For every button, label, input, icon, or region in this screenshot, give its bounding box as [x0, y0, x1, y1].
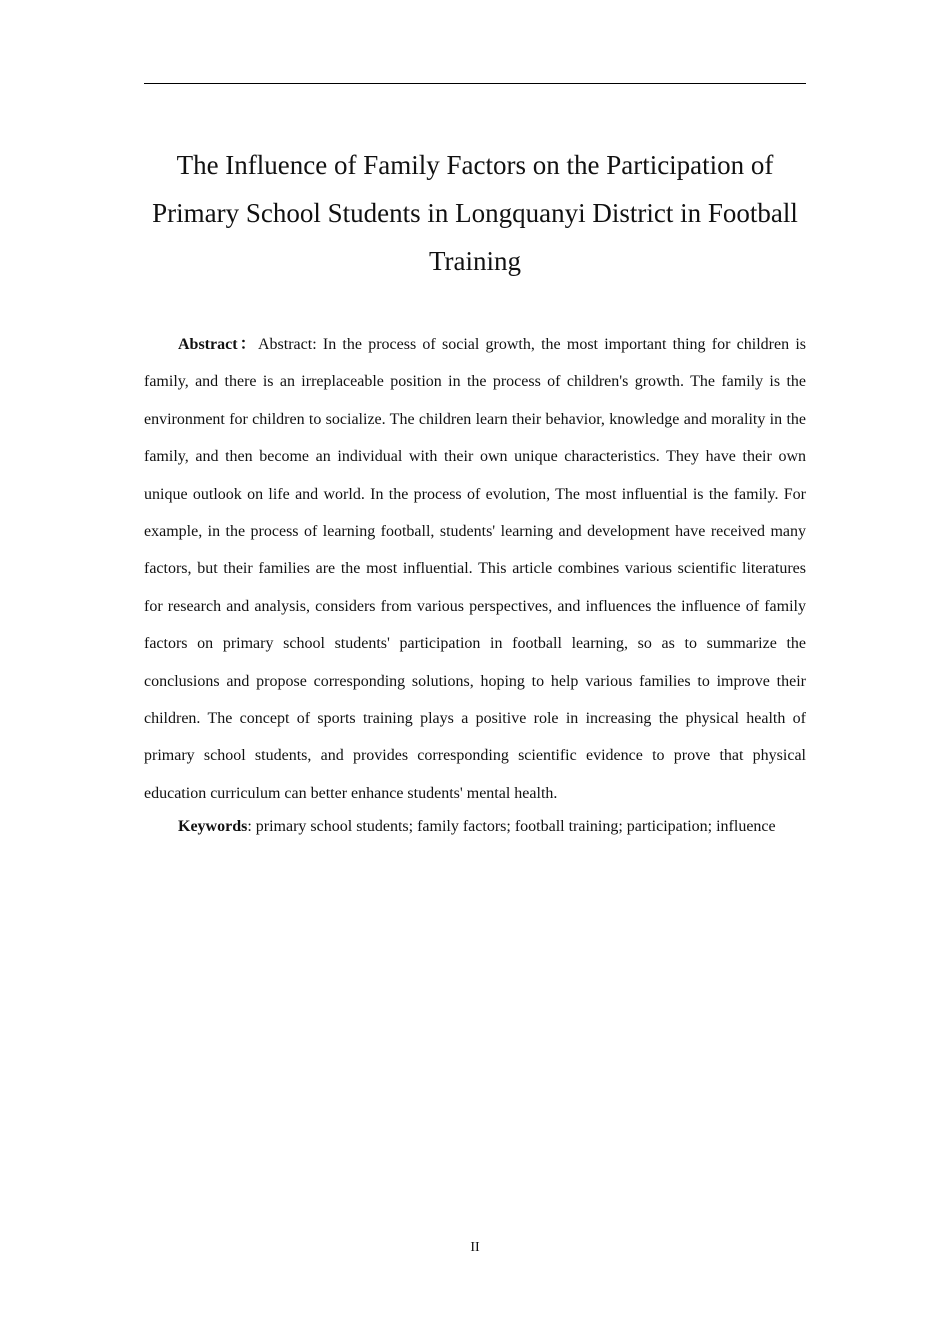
- abstract-label: Abstract：: [178, 336, 258, 353]
- keywords-line: [144, 812, 806, 842]
- paper-title: The Influence of Family Factors on the Participation of Primary School Students in Longquanyi District in Football Training: [152, 150, 798, 276]
- header-rule: [144, 83, 806, 84]
- abstract-text: Abstract: In the process of social growth, the most important thing for children is family, and there is an irreplaceable position in the process of children's growth. The family is the environment for children to socialize. The children learn their behavior, knowledge and morality in the family, and then become an individual with their own unique characteristics. They have their own unique outlook on life and world. In the process of evolution, The most influential is the family. For example, in the process of learning football, students' learning and development have received many factors, but their families are the most influential. This article combines various scientific literatures for research and analysis, considers from various perspectives, and influences the influence of family factors on primary school students' participation in football learning, so as to summarize the conclusions and propose corresponding solutions, hoping to help various families to improve their children. The concept of sports training plays a positive role in increasing the physical health of primary school students, and provides corresponding scientific evidence to prove that physical education curriculum can better enhance students' mental health.: [144, 336, 806, 802]
- keywords-label: Keywords: [178, 818, 248, 835]
- abstract-paragraph: [144, 326, 806, 812]
- keywords-text: : primary school students; family factors; football training; participation; influence: [247, 818, 776, 835]
- page-number: II: [470, 1240, 480, 1255]
